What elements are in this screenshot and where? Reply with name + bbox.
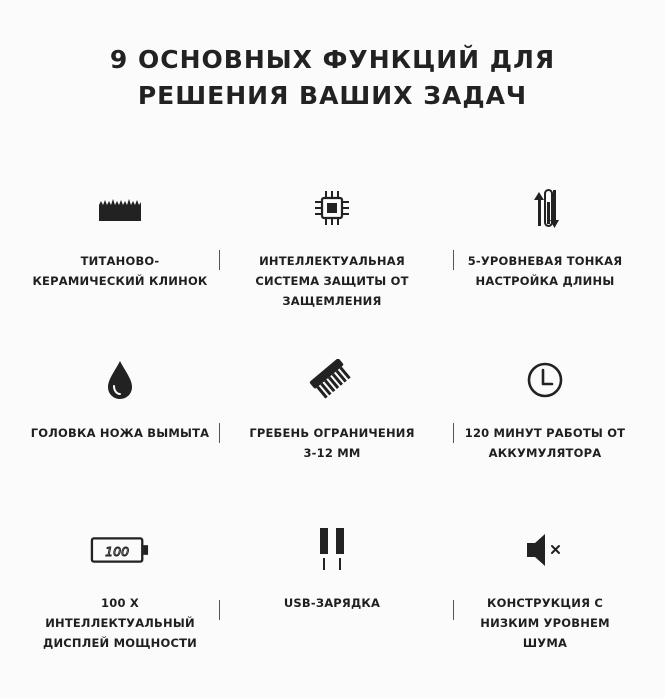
- title-line-2: РЕШЕНИЯ ВАШИХ ЗАДАЧ: [137, 81, 528, 110]
- battery-display-icon: [90, 525, 150, 575]
- feature-usb: [232, 525, 432, 613]
- divider: [453, 600, 454, 620]
- feature-label: ТИТАНОВО- КЕРАМИЧЕСКИЙ КЛИНОК: [32, 254, 208, 288]
- battery-display-value: 100: [105, 543, 130, 559]
- clock-icon: [515, 355, 575, 405]
- feature-washable: [20, 355, 220, 443]
- divider: [453, 423, 454, 443]
- divider: [453, 250, 454, 270]
- divider: [219, 423, 220, 443]
- feature-label: ИНТЕЛЛЕКТУАЛЬНАЯ СИСТЕМА ЗАЩИТЫ ОТ ЗАЩЕМЛЕНИЯ: [255, 254, 409, 308]
- feature-comb: [232, 355, 432, 463]
- feature-display: [20, 525, 220, 653]
- feature-length: [445, 183, 645, 291]
- feature-label: 120 МИНУТ РАБОТЫ ОТ АККУМУЛЯТОРА: [464, 426, 626, 460]
- divider: [219, 600, 220, 620]
- page-title: [0, 42, 665, 114]
- feature-label: 100 Х ИНТЕЛЛЕКТУАЛЬНЫЙ ДИСПЛЕЙ МОЩНОСТИ: [43, 596, 197, 650]
- comb-icon: [302, 355, 362, 405]
- mute-speaker-icon: [515, 525, 575, 575]
- feature-blade: [20, 183, 220, 291]
- length-adjust-icon: [515, 183, 575, 233]
- feature-label: USB-ЗАРЯДКА: [283, 596, 381, 610]
- blade-icon: [90, 183, 150, 233]
- feature-low-noise: [445, 525, 645, 653]
- chip-icon: [302, 183, 362, 233]
- feature-label: ГОЛОВКА НОЖА ВЫМЫТА: [30, 426, 210, 440]
- feature-label: ГРЕБЕНЬ ОГРАНИЧЕНИЯ 3-12 ММ: [249, 426, 415, 460]
- feature-label: КОНСТРУКЦИЯ С НИЗКИМ УРОВНЕМ ШУМА: [480, 596, 610, 650]
- title-line-1: 9 ОСНОВНЫХ ФУНКЦИЙ ДЛЯ: [109, 45, 556, 74]
- feature-label: 5-УРОВНЕВАЯ ТОНКАЯ НАСТРОЙКА ДЛИНЫ: [467, 254, 623, 288]
- feature-chip: [232, 183, 432, 311]
- usb-plug-icon: [302, 525, 362, 575]
- water-drop-icon: [90, 355, 150, 405]
- feature-battery-life: [445, 355, 645, 463]
- divider: [219, 250, 220, 270]
